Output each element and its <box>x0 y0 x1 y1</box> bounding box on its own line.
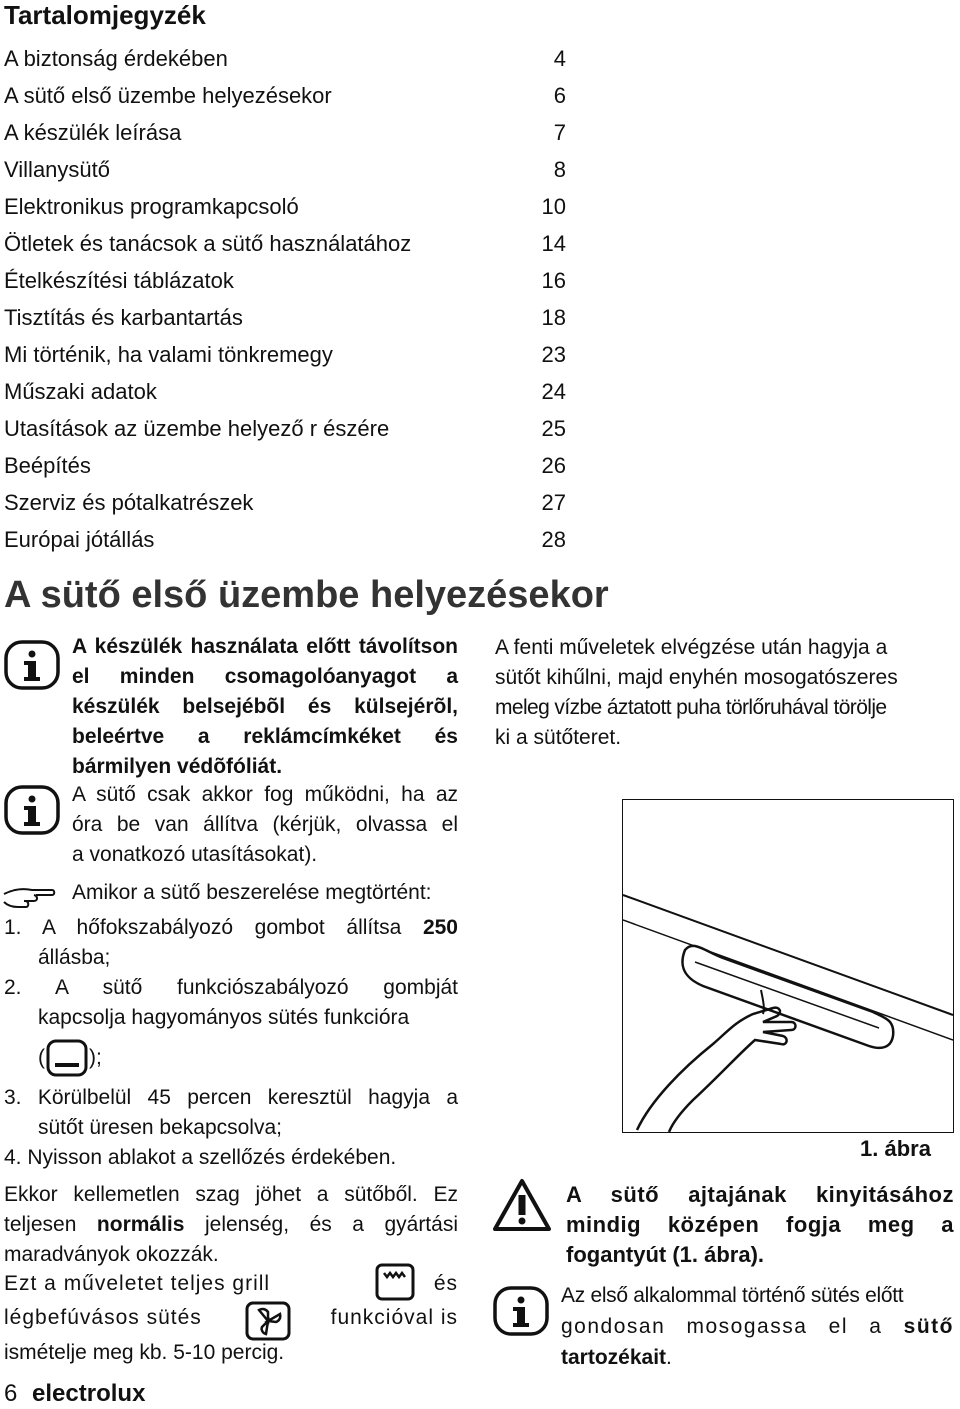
step-2-icon-row <box>4 1033 458 1083</box>
toc-item-page: 16 <box>541 268 566 293</box>
toc-item-page: 10 <box>541 194 566 219</box>
cleaning-line: A fenti műveletek elvégzése után hagyja a <box>495 636 888 659</box>
toc-item-page: 25 <box>541 416 566 441</box>
toc-item-label: Tisztítás és karbantartás <box>4 305 243 330</box>
smell-line-1: Ekkor kellemetlen szag jöhet a sütőből. Ez <box>4 1183 458 1206</box>
toc-item <box>4 194 566 224</box>
page-number: 6 <box>4 1380 18 1407</box>
toc-item-page: 8 <box>553 157 566 182</box>
smell-line-3: maradványok okozzák. <box>4 1243 219 1266</box>
toc-item <box>4 416 566 446</box>
warning-icon <box>492 1178 552 1232</box>
toc-item <box>4 157 566 187</box>
full-grill-icon <box>374 1262 416 1302</box>
toc-item <box>4 305 566 335</box>
accessories-period: . <box>666 1346 672 1369</box>
toc-item-page: 24 <box>541 379 566 404</box>
step-3-cont: sütőt üresen bekapcsolva; <box>38 1116 282 1139</box>
toc-item <box>4 490 566 520</box>
smell-text: jelenség, és a gyártási <box>204 1213 458 1236</box>
accessories-note <box>561 1280 954 1373</box>
toc-item-label: Beépítés <box>4 453 91 478</box>
toc-item <box>4 120 566 150</box>
info1-line: A készülék használata előtt távolítson <box>72 635 458 658</box>
toc-title: Tartalomjegyzék <box>4 0 206 30</box>
grill-text-end: és <box>433 1272 458 1295</box>
accessories-line-3 <box>561 1342 954 1373</box>
toc-item-page: 26 <box>541 453 566 478</box>
toc-item-label: Mi történik, ha valami tönkremegy <box>4 342 333 367</box>
toc-item-page: 28 <box>541 527 566 552</box>
fan-text-end: funkcióval is <box>330 1306 458 1329</box>
toc-item <box>4 453 566 483</box>
info2-line: a vonatkozó utasításokat). <box>72 843 318 866</box>
toc-item-label: Szerviz és pótalkatrészek <box>4 490 254 515</box>
step-3: 3. Körülbelül 45 percen keresztül hagyja a <box>4 1086 458 1109</box>
grill-text: Ezt a műveletet teljes grill <box>4 1272 271 1295</box>
hand-pointer-icon <box>2 880 56 916</box>
smell-paragraph <box>4 1180 458 1270</box>
cleaning-line: sütőt kihűlni, majd enyhén mosogatószeres <box>495 666 898 689</box>
section-title: A sütő első üzembe helyezésekor <box>4 574 609 616</box>
info-icon <box>4 640 60 690</box>
toc-item-label: Európai jótállás <box>4 527 155 552</box>
warning-line: fogantyút (1. ábra). <box>566 1242 765 1267</box>
toc-item-page: 4 <box>553 46 566 71</box>
accessories-text: gondosan mosogassa el a <box>561 1315 883 1338</box>
toc-item-label: A készülék leírása <box>4 120 182 145</box>
toc-item-page: 27 <box>541 490 566 515</box>
step-2: 2. A sütő funkciószabályozó gombját <box>4 976 458 999</box>
warning-text <box>566 1180 954 1270</box>
toc-item-label: A biztonság érdekében <box>4 46 228 71</box>
accessories-line-2 <box>561 1311 954 1342</box>
step-2-cont: kapcsolja hagyományos sütés funkcióra <box>38 1006 410 1029</box>
step-1-value: 250 <box>422 916 458 939</box>
toc-item <box>4 268 566 298</box>
step-1 <box>4 913 458 943</box>
warning-line: mindig középen fogja meg a <box>566 1212 954 1237</box>
toc-item <box>4 527 566 557</box>
info-icon <box>493 1286 549 1336</box>
info1-line: el minden csomagolóanyagot a <box>72 665 458 688</box>
toc-item-label: Utasítások az üzembe helyező r észére <box>4 416 390 441</box>
toc-item-label: Villanysütő <box>4 157 110 182</box>
toc-item-label: Műszaki adatok <box>4 379 157 404</box>
info-warning-packaging <box>72 632 458 782</box>
toc-item <box>4 379 566 409</box>
figure-1-frame <box>622 799 954 1133</box>
step-4: 4. Nyisson ablakot a szellőzés érdekében. <box>4 1146 397 1169</box>
install-note: Amikor a sütő beszerelése megtörtént: <box>72 881 432 904</box>
info2-line: A sütő csak akkor fog működni, ha az <box>72 783 458 806</box>
smell-bold: normális <box>96 1213 185 1236</box>
fan-line <box>4 1304 458 1340</box>
fan-cooking-icon <box>244 1300 292 1342</box>
toc-item-label: Ételkészítési táblázatok <box>4 268 234 293</box>
info1-line: készülék belsejébõl és külsejérõl, <box>72 695 458 718</box>
accessories-bold-end: tartozékait <box>561 1346 667 1369</box>
toc-item-label: Elektronikus programkapcsoló <box>4 194 299 219</box>
toc-item-label: A sütő első üzembe helyezésekor <box>4 83 332 108</box>
toc-item <box>4 83 566 113</box>
accessories-line-1: Az első alkalommal történő sütés előtt <box>561 1284 904 1307</box>
step-1-cont: állásba; <box>38 946 111 969</box>
conventional-cooking-icon <box>45 1038 89 1078</box>
toc-item-page: 7 <box>553 120 566 145</box>
fan-text: légbefúvásos sütés <box>4 1306 202 1329</box>
paren-close: ); <box>89 1046 102 1069</box>
brand-logo-text: electrolux <box>32 1380 146 1407</box>
steps-list <box>4 913 458 1173</box>
smell-line-6: ismételje meg kb. 5-10 percig. <box>4 1341 285 1364</box>
warning-line: A sütő ajtajának kinyitásához <box>566 1182 954 1207</box>
toc-item-page: 23 <box>541 342 566 367</box>
cleaning-line: meleg vízbe áztatott puha törlőruhával törölje <box>495 696 887 719</box>
smell-line-2 <box>4 1210 458 1240</box>
step-1-text: 1. A hőfokszabályozó gombot állítsa <box>4 916 402 939</box>
info-icon <box>4 785 60 835</box>
oven-door-handle-illustration <box>623 800 953 1132</box>
cleaning-paragraph <box>495 633 955 753</box>
toc-item-label: Ötletek és tanácsok a sütő használatához <box>4 231 412 256</box>
figure-caption: 1. ábra <box>860 1136 931 1161</box>
toc-item-page: 18 <box>541 305 566 330</box>
accessories-bold: sütő <box>903 1315 954 1338</box>
smell-text: teljesen <box>4 1213 77 1236</box>
toc-item <box>4 231 566 261</box>
paren-open: ( <box>38 1046 45 1069</box>
info2-line: óra be van állítva (kérjük, olvassa el <box>72 813 458 836</box>
grill-line <box>4 1270 458 1306</box>
cleaning-line: ki a sütőteret. <box>495 726 622 749</box>
info1-line: beleértve a reklámcímkéket és <box>72 725 458 748</box>
toc-item <box>4 342 566 372</box>
page-footer <box>4 1380 145 1408</box>
toc-item-page: 14 <box>541 231 566 256</box>
toc-item <box>4 46 566 76</box>
toc-item-page: 6 <box>553 83 566 108</box>
info-clock-note <box>72 780 458 870</box>
info1-line: bármilyen védõfóliát. <box>72 755 283 778</box>
